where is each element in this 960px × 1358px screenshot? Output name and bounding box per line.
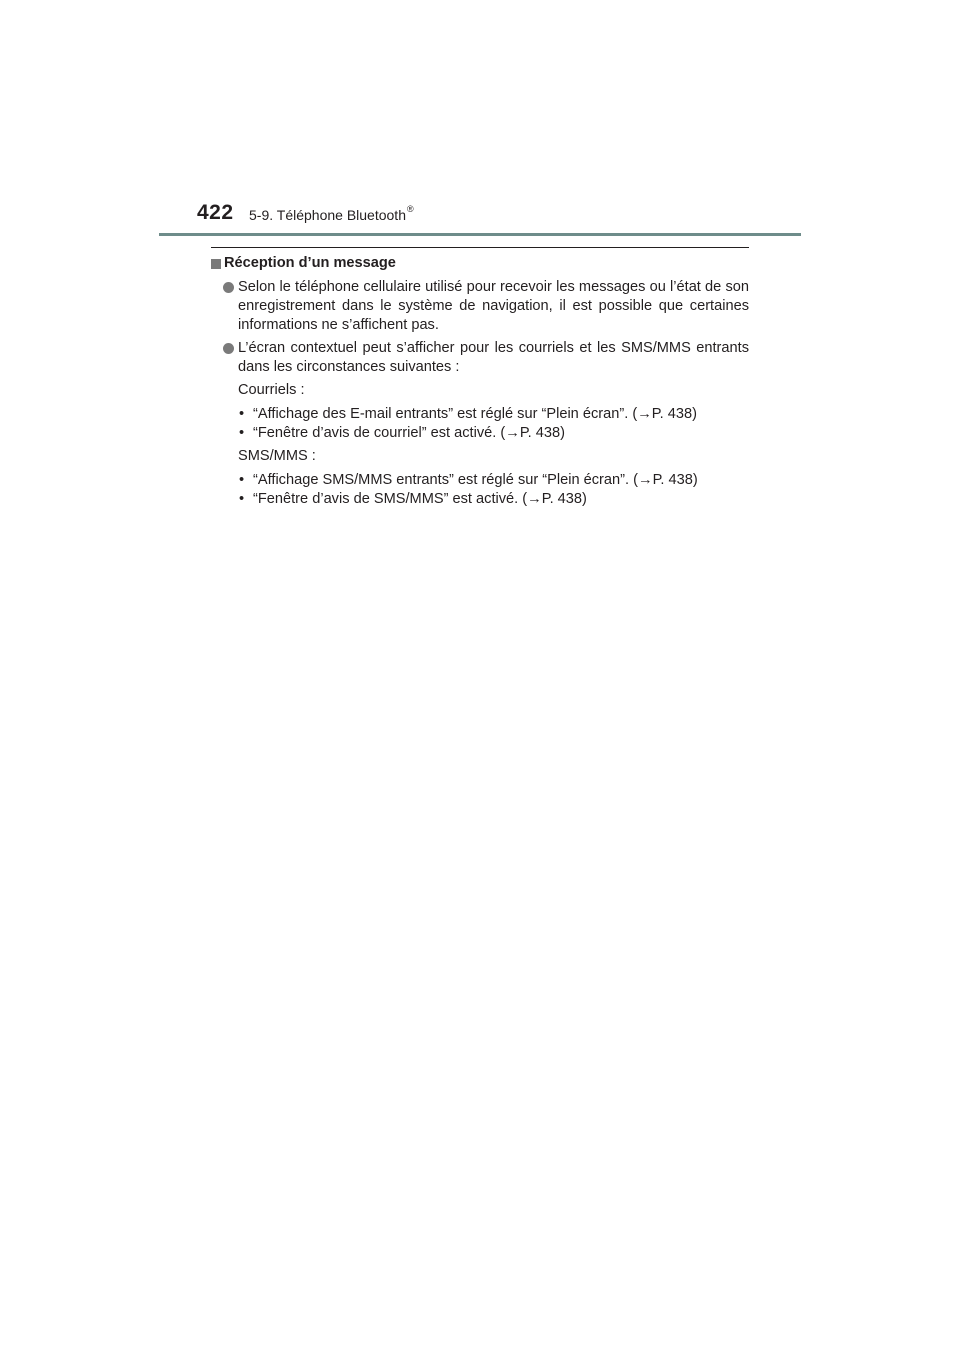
registered-mark: ® (406, 204, 414, 214)
list-marker: • (239, 406, 245, 422)
bullet-text: Selon le téléphone cellulaire utilisé pour recevoir les messages ou l’état de son enregistrement dans le système de navigation, il est possible que certaines informations ne s’affichent pas. (238, 279, 749, 333)
content-body (211, 254, 749, 513)
bullet-item (211, 278, 749, 335)
circle-bullet-icon (223, 282, 234, 293)
list-item-text: “Fenêtre d’avis de SMS/MMS” est activé. (→P. 438) (253, 491, 587, 507)
courriels-list (211, 405, 749, 443)
page-number: 422 (197, 201, 234, 224)
list-item-text: “Affichage SMS/MMS entrants” est réglé sur “Plein écran”. (→P. 438) (253, 472, 698, 488)
group-label-courriels: Courriels : (238, 382, 305, 398)
list-item (211, 471, 749, 490)
circle-bullet-icon (223, 343, 234, 354)
bullet-text: L’écran contextuel peut s’afficher pour les courriels et les SMS/MMS entrants dans les circonstances suivantes : (238, 340, 749, 375)
list-item-text: “Affichage des E-mail entrants” est réglé sur “Plein écran”. (→P. 438) (253, 406, 697, 422)
content-rule (211, 247, 749, 248)
list-item (211, 490, 749, 509)
list-item-text: “Fenêtre d’avis de courriel” est activé. (→P. 438) (253, 425, 566, 441)
bullet-item (211, 339, 749, 377)
section-title (249, 204, 414, 223)
header-rule (159, 233, 801, 236)
sms-list (211, 471, 749, 509)
list-item (211, 405, 749, 424)
section-title-text: 5-9. Téléphone Bluetooth (249, 207, 406, 223)
list-marker: • (239, 472, 245, 488)
square-bullet-icon (211, 259, 221, 269)
section-heading (211, 254, 749, 273)
list-marker: • (239, 491, 245, 507)
group-label-sms: SMS/MMS : (238, 448, 316, 464)
section-heading-text: Réception d’un message (224, 255, 396, 271)
list-item (211, 424, 749, 443)
list-marker: • (239, 425, 245, 441)
